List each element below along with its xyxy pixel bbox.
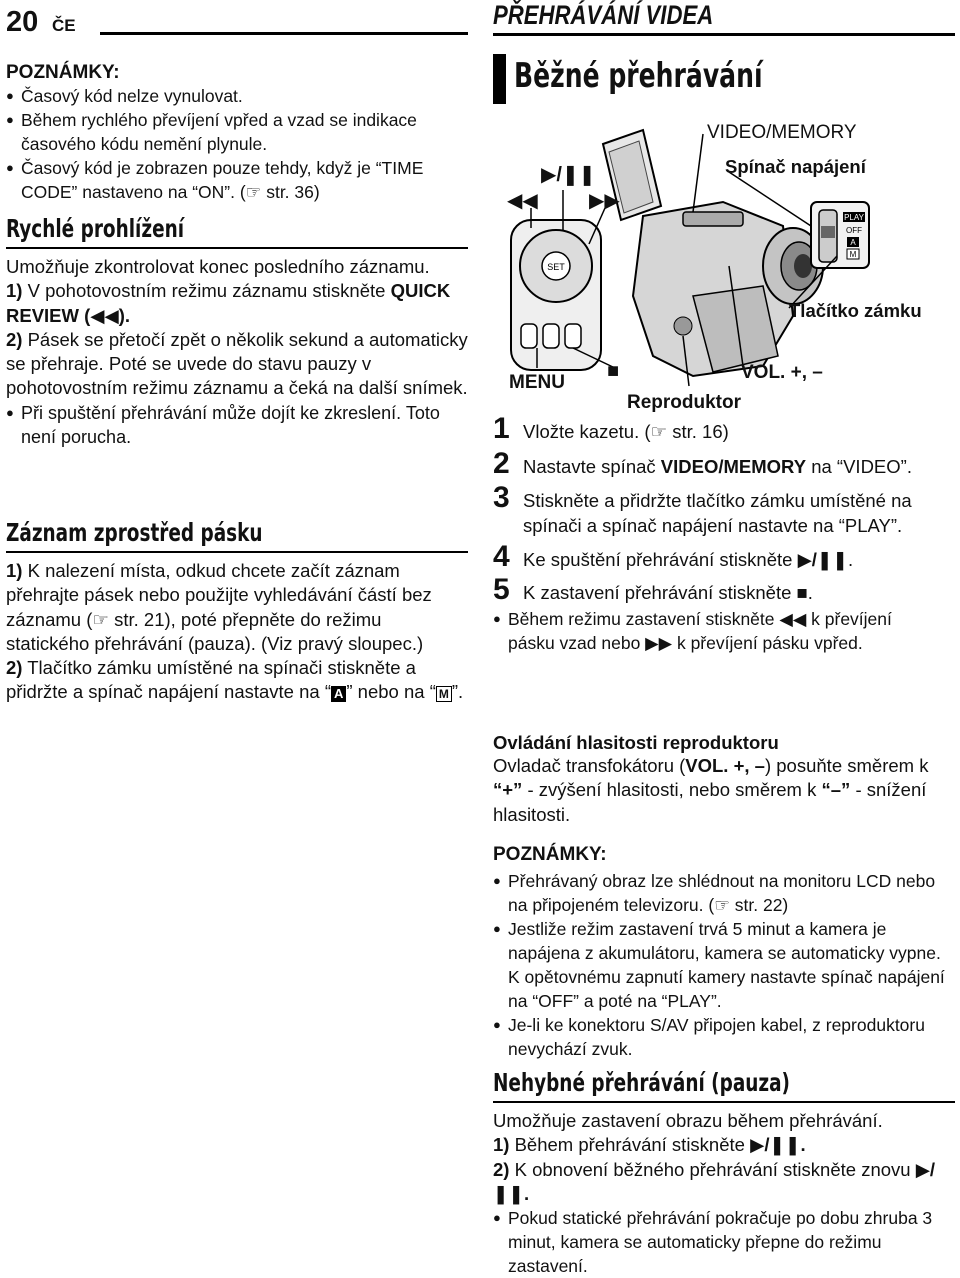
note-item: ● Během rychlého převíjení vpřed a vzad se indikace časového kódu nemění plynule. [6, 108, 468, 156]
step-text: Tlačítko zámku umístěné na spínači stiskněte a přidržte a spínač napájení nastavte na “ [6, 657, 416, 703]
switch-a-label: A [850, 238, 856, 247]
mid-tape-step-1 [6, 559, 468, 656]
step-text: ”. [451, 681, 464, 703]
notes-block [6, 62, 468, 204]
page-header [6, 4, 468, 40]
pause-step-2 [493, 1158, 955, 1207]
pause-note: ● Pokud statické přehrávání pokračuje po dobu zhruba 3 minut, kamera se automaticky přepne do režimu zastavení. [493, 1206, 955, 1278]
volume-section [493, 732, 955, 827]
label-play-pause: ▶/❚❚ [541, 164, 596, 186]
mid-tape-section [6, 518, 468, 705]
switch-play-label: PLAY [844, 213, 864, 222]
step-number: 5 [493, 572, 510, 606]
volume-text [493, 754, 955, 827]
label-fast-forward: ▶▶ [589, 190, 620, 212]
volume-key: VOL. +, – [685, 755, 765, 776]
camcorder-illustration [493, 116, 955, 416]
step-2 [493, 446, 955, 480]
label-menu: MENU [509, 372, 565, 393]
step-text: ” nebo na “ [346, 681, 436, 703]
playback-steps [493, 412, 955, 655]
pad-set-label: SET [547, 262, 565, 272]
step-text: V pohotovostním režimu záznamu stiskněte [22, 280, 391, 302]
note-item: ● Časový kód nelze vynulovat. [6, 84, 468, 108]
chapter-title: PŘEHRÁVÁNÍ VIDEA [493, 0, 714, 30]
volume-text-part: Ovladač transfokátoru ( [493, 755, 686, 776]
section-title: Rychlé prohlížení [6, 214, 185, 243]
section-intro: Umožňuje zkontrolovat konec posledního záznamu. [6, 256, 430, 277]
step-text: Ke spuštění přehrávání stiskněte [523, 549, 798, 570]
pause-section [493, 1068, 955, 1278]
section-rule [6, 247, 468, 249]
step-text: K zastavení přehrávání stiskněte [523, 581, 797, 603]
step-text: Během přehrávání stiskněte [509, 1134, 751, 1156]
step-key: ▶/❚❚. [493, 1158, 936, 1204]
step-number: 3 [493, 481, 510, 514]
step-text: K nalezení místa, odkud chcete začít záznam přehrajte pásek nebo použijte vyhledávání částí bez záznamu (☞ str. 21), poté přepněte do režimu statického přehrávání (pauza). (Viz pravý sloupec.) [6, 560, 432, 654]
note-item: ● Jestliže režim zastavení trvá 5 minut a kamera je napájena z akumulátoru, kamera se automaticky vypne. K opětovnému zapnutí kamery nastavte spínač napájení na “OFF” a poté na “PLAY”. [493, 917, 955, 1013]
step-key: ▶/❚❚ [797, 549, 848, 570]
section-rule [6, 551, 468, 553]
section-title: Běžné přehrávání [514, 56, 763, 96]
step-3 [493, 481, 955, 538]
step-key: ▶/❚❚. [750, 1134, 806, 1156]
label-power-switch: Spínač napájení [725, 156, 866, 177]
mode-a-icon: A [331, 686, 346, 702]
step-text: . [847, 549, 854, 570]
pause-step-1 [493, 1133, 955, 1157]
step-text: Nastavte spínač [523, 455, 661, 477]
step-number: 1) [6, 280, 23, 302]
notes-title: POZNÁMKY: [493, 844, 607, 865]
label-volume: VOL. +, – [741, 362, 823, 383]
step-5 [493, 572, 955, 606]
switch-off-label: OFF [846, 226, 862, 235]
step-text: Vložte kazetu. (☞ str. 16) [523, 421, 729, 442]
step-text: Pásek se přetočí zpět o několik sekund a automaticky se přehraje. Poté se uvede do stavu pauzy v pohotovostním režimu záznamu a čeká na další snímek. [6, 328, 468, 399]
step-number: 2) [6, 657, 23, 679]
step-key: ■ [796, 581, 808, 603]
quick-review-step-1 [6, 279, 468, 328]
step-text: na “VIDEO”. [806, 455, 912, 477]
switch-m-label: M [849, 250, 857, 259]
step-number: 1) [6, 560, 23, 581]
volume-title: Ovládání hlasitosti reproduktoru [493, 732, 779, 753]
volume-text-part: ) posuňte směrem k [764, 755, 929, 776]
step-text: Stiskněte a přidržte tlačítko zámku umístěné na spínači a spínač napájení nastavte na “PLAY”. [523, 490, 912, 536]
section-title: Nehybné přehrávání (pauza) [493, 1068, 790, 1097]
mode-m-icon: M [436, 686, 452, 702]
quick-review-section [6, 214, 468, 449]
step-key: VIDEO/MEMORY [660, 455, 807, 477]
label-stop: ■ [607, 360, 620, 382]
label-video-memory: VIDEO/MEMORY [707, 122, 857, 143]
volume-text-part: - snížení hlasitosti. [493, 779, 927, 825]
right-notes-block [493, 844, 955, 1061]
stop-note: ● Během režimu zastavení stiskněte ◀◀ k převíjení pásku vzad nebo ▶▶ k převíjení pásku vpřed. [493, 607, 955, 655]
step-number: 2) [493, 1158, 510, 1180]
label-rewind: ◀◀ [507, 190, 538, 212]
page-number: 20 [6, 6, 39, 38]
step-number: 1 [493, 412, 510, 445]
step-number: 4 [493, 540, 510, 573]
pause-intro: Umožňuje zastavení obrazu během přehrávání. [493, 1110, 883, 1131]
chapter-rule [493, 33, 955, 36]
heading-bar [493, 54, 506, 104]
label-speaker: Reproduktor [627, 392, 741, 413]
step-4 [493, 540, 955, 573]
step-number: 2 [493, 446, 510, 480]
step-key: QUICK REVIEW (◀◀). [6, 280, 451, 326]
section-title: Záznam zprostřed pásku [6, 518, 263, 547]
section-rule [493, 1101, 955, 1103]
note-item: ● Přehrávaný obraz lze shlédnout na monitoru LCD nebo na připojeném televizoru. (☞ str. 22) [493, 869, 955, 917]
step-text: . [807, 581, 813, 603]
mid-tape-step-2 [6, 656, 468, 705]
notes-title: POZNÁMKY: [6, 62, 120, 83]
step-number: 1) [493, 1134, 510, 1156]
page-language: ČE [52, 16, 76, 35]
note-item: ● Je-li ke konektoru S/AV připojen kabel, z reproduktoru nevychází zvuk. [493, 1013, 955, 1061]
quick-review-note: ● Při spuštění přehrávání může dojít ke zkreslení. Toto není porucha. [6, 401, 468, 449]
note-item: ● Časový kód je zobrazen pouze tehdy, když je “TIME CODE” nastaveno na “ON”. (☞ str. 36) [6, 156, 468, 204]
label-lock-button: Tlačítko zámku [789, 300, 922, 321]
header-rule [100, 32, 468, 35]
volume-key: “+” [493, 779, 523, 801]
step-text: K obnovení běžného přehrávání stiskněte znovu [509, 1158, 916, 1180]
step-1 [493, 412, 955, 445]
step-number: 2) [6, 328, 23, 350]
section-heading [493, 52, 955, 106]
quick-review-step-2 [6, 328, 468, 401]
volume-text-part: - zvýšení hlasitosti, nebo směrem k [522, 779, 822, 801]
volume-key: “–” [821, 779, 851, 801]
camera-diagram [493, 116, 955, 416]
